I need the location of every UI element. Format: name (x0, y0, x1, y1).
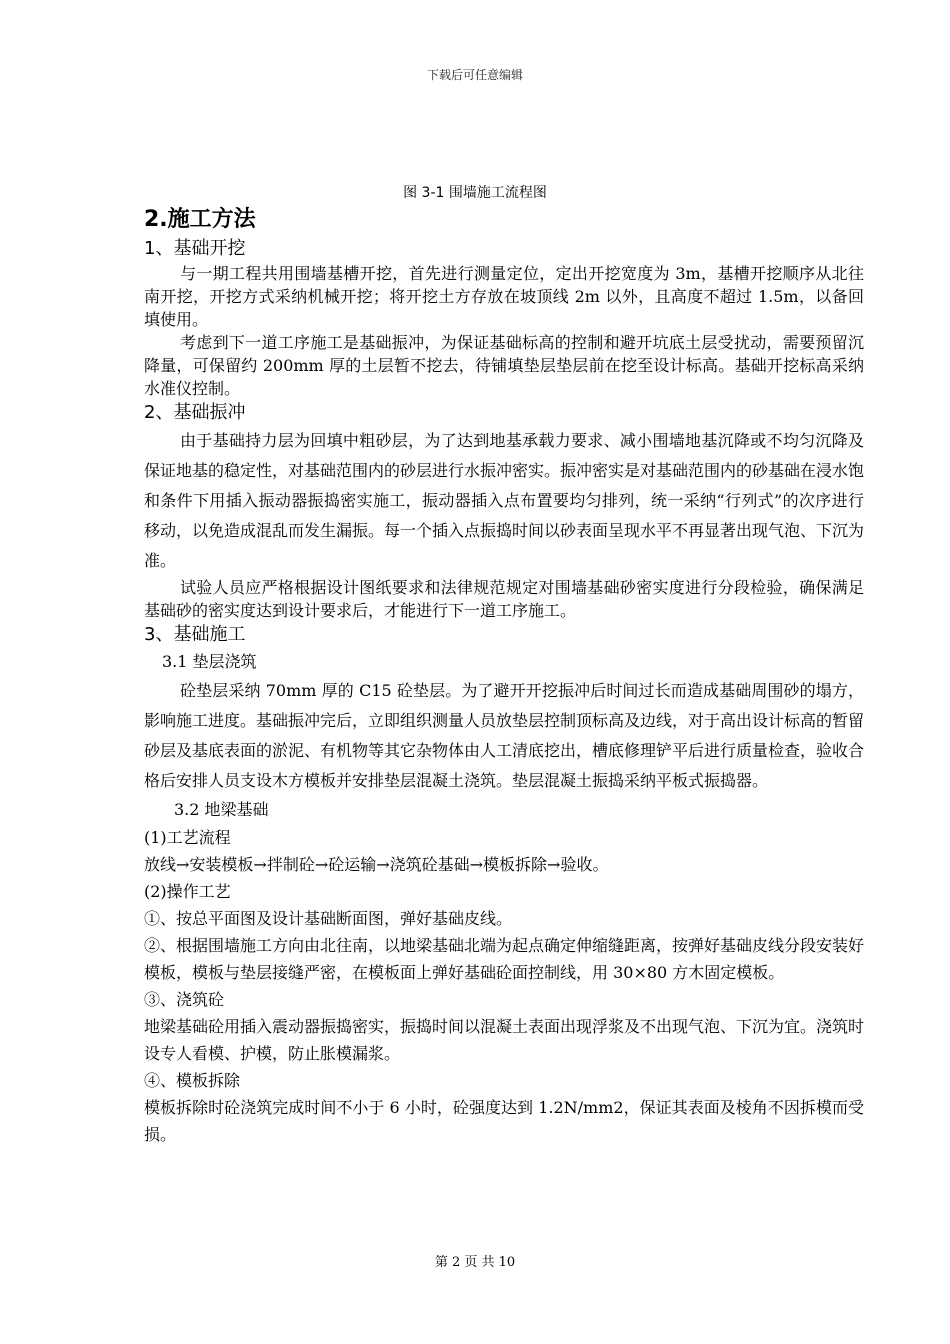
document-body (144, 206, 864, 1148)
subsection-title-foundation: 3、基础施工 (144, 624, 246, 645)
subsection-title-excavation: 1、基础开挖 (144, 238, 246, 259)
subsection-title-vibration: 2、基础振冲 (144, 402, 246, 423)
operation-step-2: ②、根据围墙施工方向由北往南，以地梁基础北端为起点确定伸缩缝距离，按弹好基础皮线分段安装好模板，模板与垫层接缝严密，在模板面上弹好基础砼面控制线，用 30×80 方木固定模板。 (144, 936, 865, 982)
sub-heading-cushion: 3.1 垫层浇筑 (162, 652, 257, 671)
operation-step-3-title: ③、浇筑砼 (144, 990, 225, 1009)
operation-title: (2)操作工艺 (144, 882, 231, 901)
operation-step-4: 模板拆除时砼浇筑完成时间不小于 6 小时，砼强度达到 1.2N/mm2，保证其表面及棱角不因拆模而受损。 (144, 1098, 864, 1144)
paragraph-vibration-2: 试验人员应严格根据设计图纸要求和法律规范规定对围墙基础砂密实度进行分段检验，确保满足基础砂的密实度达到设计要求后，才能进行下一道工序施工。 (144, 578, 864, 620)
process-flow: 放线→安装模板→拌制砼→砼运输→浇筑砼基础→模板拆除→验收。 (144, 855, 609, 874)
header-note: 下载后可任意编辑 (426, 68, 523, 82)
paragraph-excavation-1: 与一期工程共用围墙基槽开挖，首先进行测量定位，定出开挖宽度为 3m，基槽开挖顺序从北往南开挖，开挖方式采纳机械开挖；将开挖土方存放在坡顶线 2m 以外，且高度不超过 1.5m，以备回填使用。 (144, 264, 864, 329)
paragraph-vibration-1: 由于基础持力层为回填中粗砂层，为了达到地基承载力要求、减小围墙地基沉降或不均匀沉降及保证地基的稳定性，对基础范围内的砂层进行水振冲密实。振冲密实是对基础范围内的砂基础在浸水饱和条件下用插入振动器振捣密实施工，振动器插入点布置要均匀排列，统一采纳“行列式”的次序进行移动，以免造成混乱而发生漏振。每一个插入点振捣时间以砂表面呈现水平不再显著出现气泡、下沉为准。 (144, 431, 865, 570)
operation-step-3: 地梁基础砼用插入震动器振捣密实，振捣时间以混凝土表面出现浮浆及不出现气泡、下沉为宜。浇筑时设专人看模、护模，防止胀模漏浆。 (144, 1017, 865, 1063)
process-flow-title: (1)工艺流程 (144, 828, 231, 847)
paragraph-excavation-2: 考虑到下一道工序施工是基础振冲，为保证基础标高的控制和避开坑底土层受扰动，需要预留沉降量，可保留约 200mm 厚的土层暂不挖去，待铺填垫层垫层前在挖至设计标高。基础开挖标高采纳水准仪控制。 (144, 333, 864, 398)
figure-caption: 图 3-1 围墙施工流程图 (403, 185, 547, 201)
operation-step-1: ①、按总平面图及设计基础断面图，弹好基础皮线。 (144, 909, 513, 928)
page-footer: 第 2 页 共 10 (434, 1255, 516, 1270)
paragraph-cushion: 砼垫层采纳 70mm 厚的 C15 砼垫层。为了避开开挖振冲后时间过长而造成基础周围砂的塌方，影响施工进度。基础振冲完后，立即组织测量人员放垫层控制顶标高及边线，对于高出设计标高的暂留砂层及基底表面的淤泥、有机物等其它杂物体由人工清底挖出，槽底修理铲平后进行质量检查，验收合格后安排人员支设木方模板并安排垫层混凝土浇筑。垫层混凝土振捣采纳平板式振捣器。 (144, 681, 865, 790)
sub-heading-ground-beam: 3.2 地梁基础 (174, 800, 269, 819)
operation-step-4-title: ④、模板拆除 (144, 1071, 241, 1090)
section-title: 2.施工方法 (144, 207, 256, 232)
